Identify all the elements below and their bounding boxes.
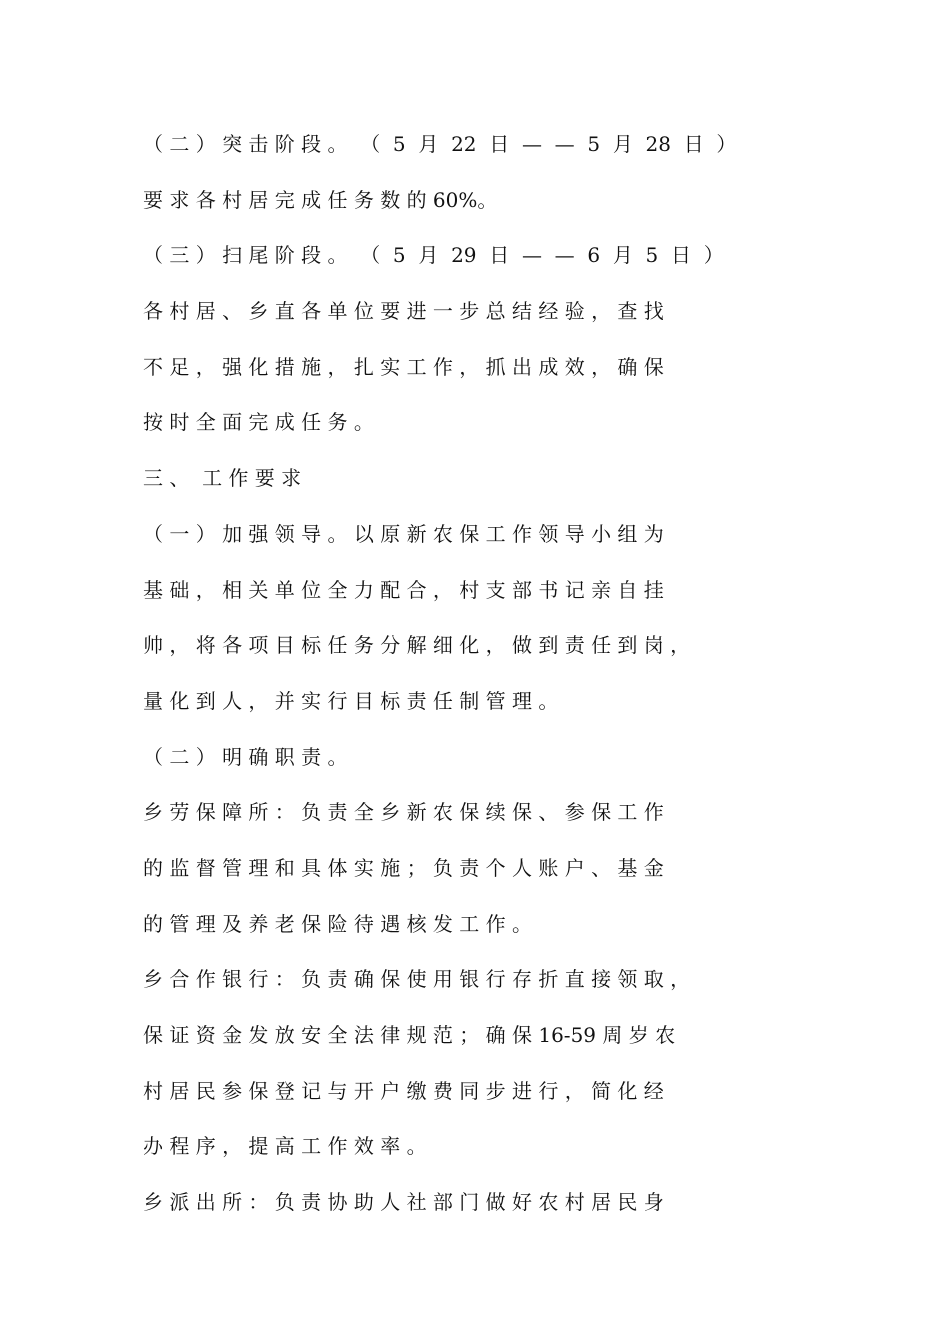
- text-line: 按 时 全 面 完 成 任 务 。: [143, 410, 374, 435]
- text-line: （ 二 ） 突 击 阶 段 。 （ 5 月 22 日 — — 5 月 28 日 ）: [143, 132, 737, 156]
- text-line: 的 管 理 及 养 老 保 险 待 遇 核 发 工 作 。: [143, 911, 533, 936]
- text-line: 量 化 到 人 ， 并 实 行 目 标 责 任 制 管 理 。: [143, 688, 559, 713]
- text-line: 保 证 资 金 发 放 安 全 法 律 规 范 ； 确 保 16-59 周 岁 农: [143, 1023, 676, 1047]
- text-line: （ 一 ） 加 强 领 导 。 以 原 新 农 保 工 作 领 导 小 组 为: [143, 521, 664, 546]
- text-line: 办 程 序 ， 提 高 工 作 效 率 。: [143, 1134, 427, 1159]
- section-heading: 三 、 工 作 要 求: [143, 466, 302, 491]
- text-line: 乡 劳 保 障 所 ： 负 责 全 乡 新 农 保 续 保 、 参 保 工 作: [143, 800, 664, 825]
- text-line: 村 居 民 参 保 登 记 与 开 户 缴 费 同 步 进 行 ， 简 化 经: [143, 1078, 664, 1103]
- text-line: 乡 合 作 银 行 ： 负 责 确 保 使 用 银 行 存 折 直 接 领 取 ，: [143, 967, 691, 992]
- text-line: 乡 派 出 所 ： 负 责 协 助 人 社 部 门 做 好 农 村 居 民 身: [143, 1190, 664, 1215]
- text-line: 基 础 ， 相 关 单 位 全 力 配 合 ， 村 支 部 书 记 亲 自 挂: [143, 577, 664, 602]
- text-line: 各 村 居 、 乡 直 各 单 位 要 进 一 步 总 结 经 验 ， 查 找: [143, 299, 664, 324]
- text-line: 要 求 各 村 居 完 成 任 务 数 的 60%。: [143, 187, 498, 212]
- text-line: 的 监 督 管 理 和 具 体 实 施 ； 负 责 个 人 账 户 、 基 金: [143, 855, 664, 880]
- document-body: [143, 126, 843, 1240]
- text-line: 不 足 ， 强 化 措 施 ， 扎 实 工 作 ， 抓 出 成 效 ， 确 保: [143, 354, 664, 379]
- text-line: （ 三 ） 扫 尾 阶 段 。 （ 5 月 29 日 — — 6 月 5 日 ）: [143, 243, 724, 268]
- text-line: 帅 ， 将 各 项 目 标 任 务 分 解 细 化 ， 做 到 责 任 到 岗 ，: [143, 633, 691, 658]
- text-line: （ 二 ） 明 确 职 责 。: [143, 744, 348, 769]
